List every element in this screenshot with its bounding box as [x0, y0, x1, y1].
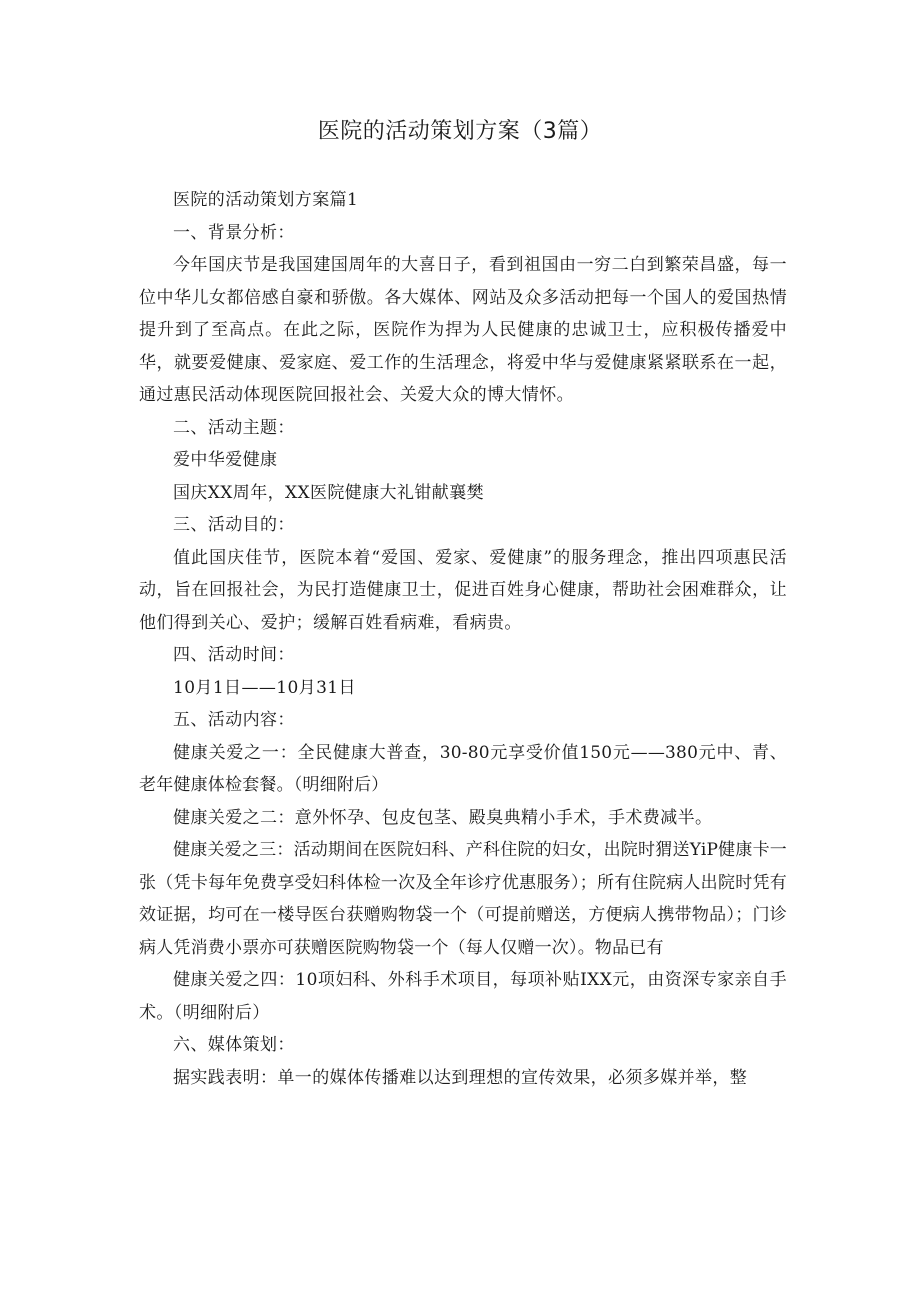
paragraph: 据实践表明：单一的媒体传播难以达到理想的宣传效果，必须多媒并举，整 [173, 1067, 748, 1088]
section-heading: 二、活动主题： [173, 417, 295, 438]
document-title: 医院的活动策划方案（3篇） [317, 119, 603, 144]
document-body [139, 184, 787, 1094]
section-heading: 医院的活动策划方案篇1 [173, 190, 359, 210]
paragraph: 国庆XX周年，XX医院健康大礼钳献襄樊 [173, 482, 485, 503]
section-heading: 四、活动时间： [173, 645, 295, 665]
paragraph: 值此国庆佳节，医院本着“爱国、爱家、爱健康”的服务理念，推出四项惠民活动，旨在回报社会，为民打造健康卫士，促进百姓身心健康，帮助社会困难群众，让他们得到关心、爱护；缓解百姓看病难，看病贵。 [139, 547, 787, 633]
paragraph: 爱中华爱健康 [173, 450, 278, 470]
section-heading: 六、媒体策划： [173, 1035, 295, 1055]
section-heading: 三、活动目的： [173, 515, 295, 535]
paragraph: 健康关爱之四：10项妇科、外科手术项目，每项补贴IXX元，由资深专家亲自手术。（明细附后） [139, 970, 787, 1023]
paragraph: 今年国庆节是我国建国周年的大喜日子，看到祖国由一穷二白到繁荣昌盛，每一位中华儿女都倍感自豪和骄傲。各大媒体、网站及众多活动把每一个国人的爱国热情提升到了至高点。在此之际，医院作为捍为人民健康的忠诚卫士，应积极传播爱中华，就要爱健康、爱家庭、爱工作的生活理念，将爱中华与爱健康紧紧联系在一起，通过惠民活动体现医院回报社会、关爱大众的博大情怀。 [139, 255, 787, 405]
paragraph: 健康关爱之三：活动期间在医院妇科、产科住院的妇女，出院时猬送YiP健康卡一张（凭卡每年免费享受妇科体检一次及全年诊疗优惠服务）；所有住院病人出院时凭有效证据，均可在一楼导医台获赠购物袋一个（可提前赠送，方便病人携带物品）；门诊病人凭消费小票亦可获赠医院购物袋一个（每人仅赠一次）。物品已有 [139, 840, 787, 958]
section-heading: 五、活动内容： [173, 710, 295, 730]
paragraph: 10月1日——10月31日 [173, 677, 356, 698]
paragraph: 健康关爱之二：意外怀孕、包皮包茎、殿臭典精小手术，手术费减半。 [173, 807, 713, 828]
paragraph: 健康关爱之一：全民健康大普查，30-80元享受价值150元——380元中、青、老年健康体检套餐。（明细附后） [139, 742, 787, 795]
section-heading: 一、背景分析： [173, 222, 295, 243]
